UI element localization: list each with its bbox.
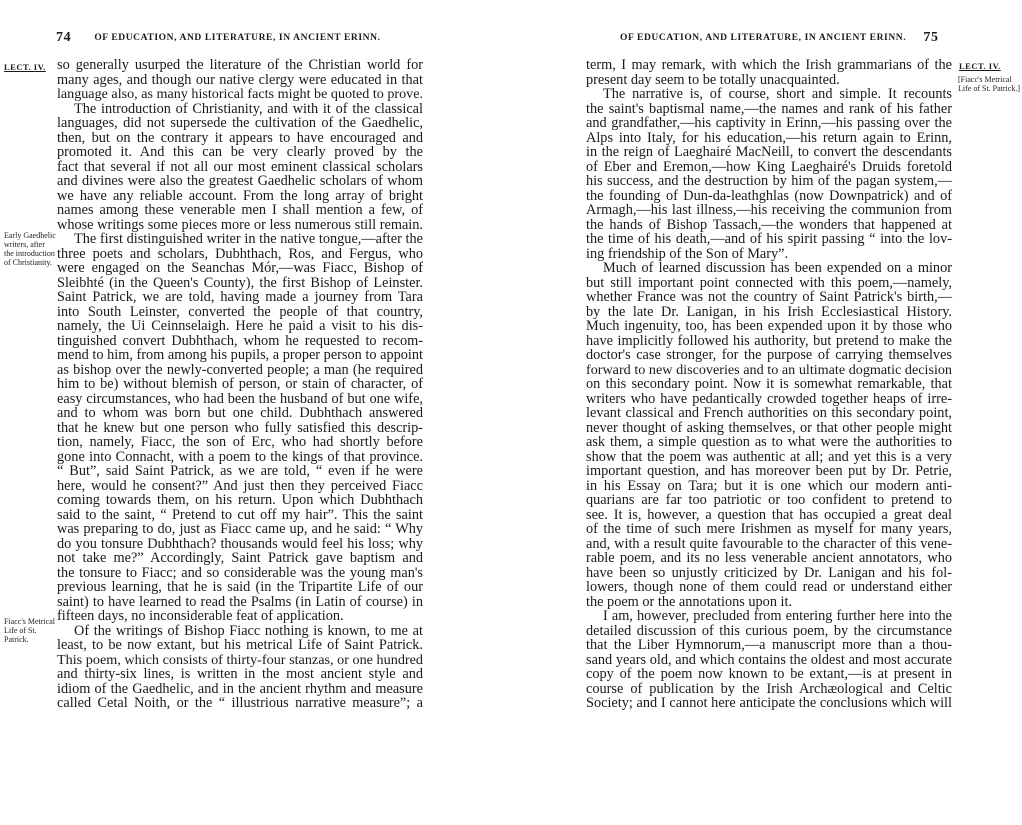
- text-line: copy of the poem now known to be extant,—is at present in: [586, 666, 952, 682]
- paragraph-start: The introduction of Christianity, and with it of the classical: [74, 100, 423, 117]
- paragraph-start: I am, however, precluded from entering further here into the: [603, 608, 952, 624]
- margin-note-fiacc-life: Fiacc's Metrical Life of St. Patrick.: [4, 617, 55, 644]
- paragraph-start: Of the writings of Bishop Fiacc nothing is known, to me at: [74, 622, 423, 639]
- lecture-label: LECT. IV.: [959, 61, 1001, 71]
- text-line: namely, the Ui Ceinnselaigh. Here he paid a visit to his dis-: [57, 318, 423, 334]
- text-line: and to whom was born but one child. Dubhthach answered: [57, 405, 423, 421]
- text-line: Sleibhté (in the Queen's County), the first Bishop of Leinster.: [57, 274, 423, 291]
- text-line: many ages, and though our native clergy were educated in that: [57, 71, 423, 88]
- text-line: saint) to have learned to read the Psalms (in Latin of course) in: [57, 593, 423, 610]
- paragraph-start: The narrative is, of course, short and simple. It recounts: [603, 86, 952, 102]
- text-line: doctor's case stronger, for the purpose of carrying themselves: [586, 347, 952, 363]
- paragraph-start: The first distinguished writer in the native tongue,—after the: [74, 231, 423, 247]
- text-line: the tonsure to Fiacc; and so considerable was the young man's: [57, 564, 423, 581]
- text-line: Armagh,—his last illness,—his receiving the communion from: [586, 202, 952, 218]
- running-title: OF EDUCATION, AND LITERATURE, IN ANCIENT ERINN.: [94, 33, 381, 43]
- text-line: and, with a result quite favourable to the character of this vene-: [586, 535, 952, 552]
- text-line: important question, and has moreover been put by Dr. Petrie,: [586, 463, 952, 479]
- text-line: and grandfather,—his captivity in Erinn,—his passing over the: [586, 115, 952, 131]
- text-line: of the time of such mere Irishmen as myself for many years,: [586, 521, 952, 537]
- text-line: by the late Dr. Lanigan, in his Irish Ecclesiastical History.: [586, 303, 952, 320]
- text-line: term, I may remark, with which the Irish grammarians of the: [586, 57, 952, 73]
- text-line: that he knew but one person who fully satisfied this descrip-: [57, 419, 423, 436]
- text-line: of Eber and Eremon,—how King Laeghairé's Druids foretold: [586, 158, 952, 175]
- text-line: as bishop over the newly-converted people; a man (he required: [57, 361, 423, 378]
- text-line: quarians are far too patriotic or too confident to pretend to: [586, 492, 952, 508]
- text-line: promoted it. And this can be very clearly proved by the: [57, 144, 423, 160]
- text-line: we have any reliable account. From the long array of bright: [57, 187, 423, 204]
- text-line: into South Leinster, converted the people of that country,: [57, 303, 423, 320]
- text-line: three poets and scholars, Dubhthach, Ros, and Fergus, who: [57, 245, 423, 262]
- text-line: fact that several if not all our most eminent classical scholars: [57, 158, 423, 175]
- page-number: 74: [56, 30, 72, 45]
- text-line: gone into Connacht, with a poem to the kings of that province.: [57, 448, 423, 465]
- running-head-right: [620, 30, 939, 46]
- text-line: Society; and I cannot here anticipate the conclusions which will: [586, 695, 952, 711]
- text-line: him to be) without blemish of person, or stain of character, of: [57, 376, 423, 392]
- text-line: Alps into Italy, for his education,—his return again to Erinn,: [586, 129, 952, 146]
- text-line: the hands of Bishop Tassach,—the wonders that happened at: [586, 216, 952, 233]
- text-line: tion, namely, Fiacc, the son of Erc, who had shortly before: [57, 434, 423, 450]
- text-line: language also, as many historical facts might be quoted to prove.: [57, 86, 423, 102]
- text-line: the time of his death,—and of his spirit passing “ into the lov-: [586, 231, 952, 247]
- text-line: rable poem, and its no less venerable ancient annotators, who: [586, 550, 952, 566]
- text-line: here, would he consent?” And just then they perceived Fiacc: [57, 477, 423, 494]
- running-title: OF EDUCATION, AND LITERATURE, IN ANCIENT ERINN.: [620, 33, 907, 43]
- text-line: mend to him, from among his pupils, a proper person to appoint: [57, 347, 423, 363]
- text-line: so generally usurped the literature of the Christian world for: [57, 57, 423, 73]
- text-line: have implicitly followed his authority, but pretend to make the: [586, 332, 952, 349]
- text-line: fifteen days, no inconsiderable feat of application.: [57, 608, 344, 624]
- text-line: This poem, which consists of thirty-four stanzas, or one hundred: [57, 651, 423, 668]
- text-line: called Cetal Noith, or the “ illustrious narrative measure”; a: [57, 695, 423, 711]
- text-line: course of publication by the Irish Archæological and Celtic: [586, 680, 952, 697]
- text-line: said to the saint, “ Pretend to cut off my hair”. This the saint: [57, 506, 423, 523]
- running-head-left: [56, 30, 381, 46]
- text-line: but still important point connected with this poem,—namely,: [586, 274, 952, 291]
- margin-note-early-writers: Early Gaedhelic writers, after the introduction of Christianity.: [4, 231, 56, 267]
- text-line: his success, and the destruction by him of the pagan system,—: [586, 173, 952, 189]
- text-line: in his Essay on Tara; but it is one which our modern anti-: [586, 477, 952, 494]
- text-line: do you tonsure Dubhthach? thousands would feel his loss; why: [57, 535, 423, 552]
- text-line: sand years old, and which contains the oldest and most accurate: [586, 651, 952, 668]
- page-number: 75: [923, 30, 939, 45]
- text-line: in the reign of Laeghairé MacNeill, to convert the descendants: [586, 144, 952, 160]
- text-line: Saint Patrick, we are told, having made a journey from Tara: [57, 289, 423, 305]
- text-line: names among these venerable men I shall mention a few, of: [57, 202, 423, 218]
- right-page: [580, 0, 1022, 825]
- body-text-right: [586, 58, 952, 711]
- text-line: never thought of asking themselves, or that other people might: [586, 419, 952, 436]
- text-line: tinguished convert Dubhthach, whom he requested to recom-: [57, 332, 423, 349]
- text-line: forward to new discoveries and to an ultimate dogmatic decision: [586, 361, 952, 378]
- text-line: show that the poem was authentic at all; and yet this is a very: [586, 448, 952, 465]
- text-line: lowers, though none of them could read or understand either: [586, 579, 952, 595]
- text-line: the founding of Dun-da-leathghlas (now Downpatrick) and of: [586, 187, 952, 204]
- text-line: on this secondary point. Now it is somewhat remarkable, that: [586, 376, 952, 392]
- paragraph-start: Much of learned discussion has been expended on a minor: [603, 260, 952, 276]
- text-line: the poem or the annotations upon it.: [586, 593, 793, 610]
- text-line: detailed discussion of this curious poem, by the circumstance: [586, 622, 952, 639]
- lecture-label: LECT. IV.: [4, 62, 46, 72]
- margin-note-fiacc-life: [Fiacc's Metrical Life of St. Patrick.]: [958, 75, 1020, 93]
- text-line: whose writings some pieces more or less numerous still remain.: [57, 216, 423, 233]
- text-line: that the Liber Hymnorum,—a manuscript more than a thou-: [586, 637, 952, 653]
- text-line: easy circumstances, who had been the husband of but one wife,: [57, 390, 423, 407]
- text-line: ask them, a simple question as to what were the authorities to: [586, 434, 952, 450]
- text-line: the saint's baptismal name,—the names and rank of his father: [586, 100, 952, 117]
- text-line: were engaged on the Seanchas Mór,—was Fiacc, Bishop of: [57, 260, 423, 276]
- text-line: see. It is, however, a question that has occupied a great deal: [586, 506, 952, 523]
- text-line: coming towards them, on his return. Upon which Dubhthach: [57, 492, 423, 508]
- text-line: present day seem to be totally unacquainted.: [586, 71, 840, 88]
- text-line: idiom of the Gaedhelic, and in the ancient rhythm and measure: [57, 680, 423, 697]
- body-text-left: [57, 58, 423, 711]
- text-line: levant classical and French authorities on this secondary point,: [586, 405, 952, 421]
- text-line: languages, did not supersede the cultivation of the Gaedhelic,: [57, 115, 423, 131]
- text-line: Much ingenuity, too, has been expended upon it by those who: [586, 318, 952, 334]
- text-line: and divines were also the greatest Gaedhelic scholars of whom: [57, 173, 423, 189]
- text-line: least, to be now extant, but his metrical Life of Saint Patrick.: [57, 637, 423, 653]
- text-line: whether France was not the country of Saint Patrick's birth,—: [586, 289, 952, 305]
- text-line: then, but on the contrary it appears to have encouraged and: [57, 129, 423, 146]
- text-line: “ But”, said Saint Patrick, as we are told, “ even if he were: [57, 463, 423, 479]
- text-line: writers who have pedantically crowded together heaps of irre-: [586, 390, 952, 407]
- text-line: previous learning, that he is said (in the Tripartite Life of our: [57, 579, 423, 595]
- left-page: [0, 0, 440, 825]
- text-line: have been so unjustly criticized by Dr. Lanigan and his fol-: [586, 564, 952, 581]
- text-line: ing friendship of the Son of Mary”.: [586, 245, 789, 262]
- text-line: and thirty-six lines, is written in the most ancient style and: [57, 666, 423, 682]
- text-line: was preparing to do, just as Fiacc came up, and he said: “ Why: [57, 521, 423, 537]
- text-line: not take me?” Accordingly, Saint Patrick gave baptism and: [57, 550, 423, 566]
